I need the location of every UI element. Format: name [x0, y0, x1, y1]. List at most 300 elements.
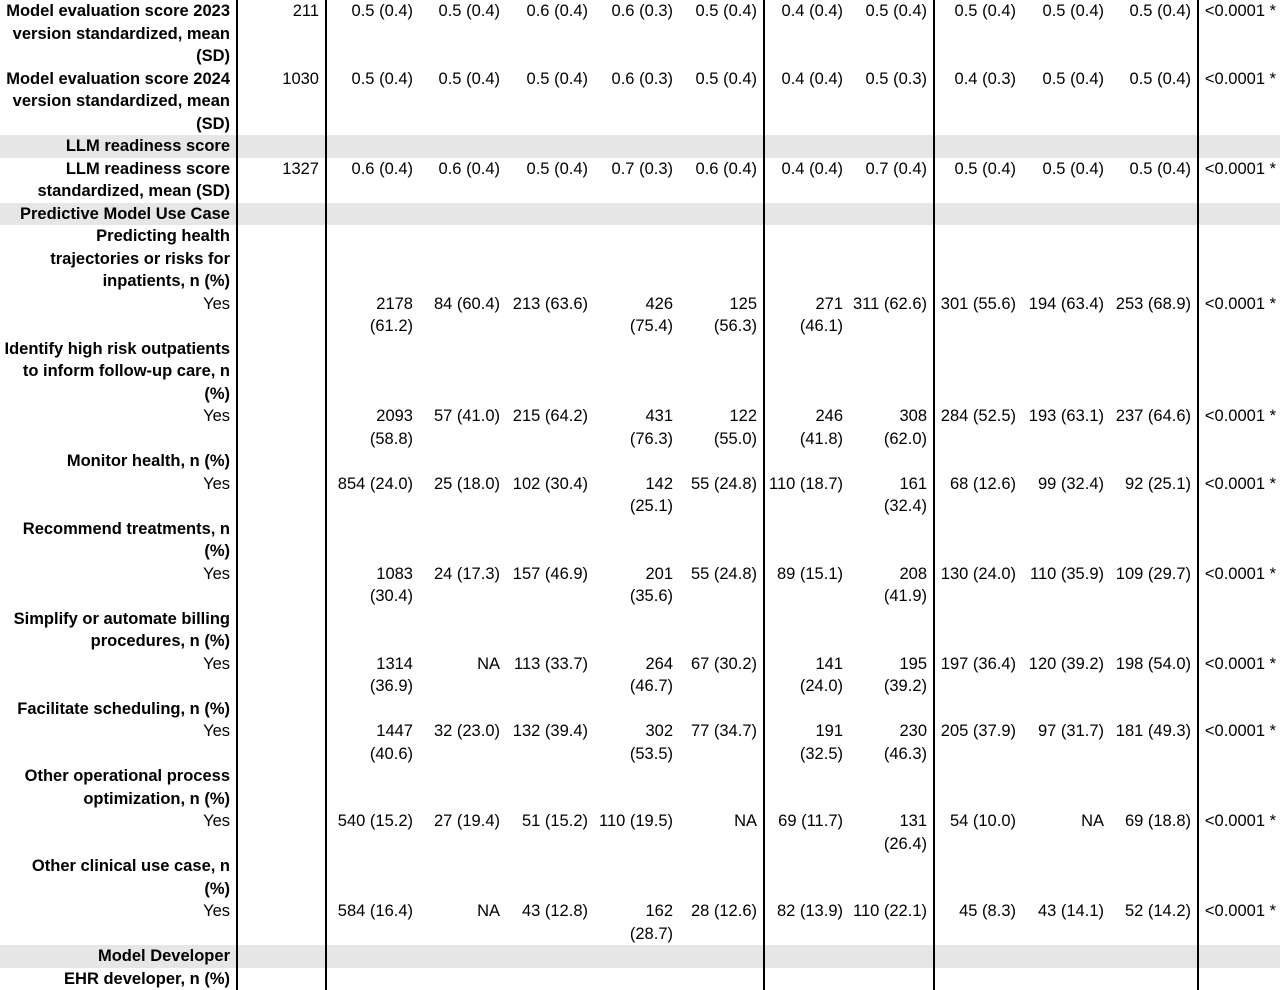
value-cell	[419, 855, 506, 900]
value-cell: 264 (46.7)	[629, 654, 673, 695]
value-cell: 24 (17.3)	[433, 564, 500, 583]
value-cell: 97 (31.7)	[1037, 722, 1104, 740]
row-label: Facilitate scheduling, n (%)	[17, 699, 230, 718]
variable-header-row	[0, 968, 1280, 990]
value-cell	[764, 945, 849, 968]
yes-row	[0, 563, 1280, 608]
value-cell: 1314 (36.9)	[326, 653, 419, 698]
value-cell: 197 (36.4)	[934, 653, 1022, 698]
row-label: Yes	[203, 407, 230, 425]
value-cell	[934, 698, 1022, 721]
yes-row	[0, 900, 1280, 945]
n-cell	[237, 720, 326, 765]
row-label: Simplify or automate billing procedures, n (%)	[13, 609, 230, 650]
value-cell: 0.7 (0.3)	[611, 159, 673, 178]
value-cell	[1022, 203, 1110, 226]
value-cell: 157 (46.9)	[512, 564, 588, 583]
n-cell	[237, 563, 326, 608]
yes-row	[0, 405, 1280, 450]
value-cell: 271 (46.1)	[764, 293, 849, 338]
value-cell	[1022, 968, 1110, 990]
value-cell: 0.5 (0.4)	[1129, 2, 1191, 20]
value-cell: 2178 (61.2)	[326, 293, 419, 338]
row-label: Identify high risk outpatients to inform follow-up care, n (%)	[4, 339, 230, 403]
row-label: Recommend treatments, n (%)	[22, 519, 230, 560]
value-cell: 32 (23.0)	[433, 722, 500, 740]
value-cell	[419, 945, 506, 968]
value-cell	[934, 203, 1022, 226]
value-cell: 99 (32.4)	[1037, 474, 1104, 493]
p-value-cell	[1198, 450, 1280, 473]
value-cell: NA	[477, 654, 500, 673]
value-cell	[419, 203, 506, 226]
p-value-cell	[1198, 765, 1280, 810]
value-cell: 45 (8.3)	[934, 900, 1022, 945]
value-cell	[506, 608, 594, 653]
p-value-cell	[1198, 855, 1280, 900]
value-cell: 43 (12.8)	[521, 902, 588, 920]
value-cell: 57 (41.0)	[433, 407, 500, 425]
n-cell	[237, 968, 326, 990]
value-cell	[1110, 608, 1198, 653]
value-cell: 54 (10.0)	[934, 810, 1022, 855]
n-cell: 1030	[237, 68, 326, 136]
value-cell: 0.7 (0.4)	[865, 159, 927, 178]
value-cell	[679, 968, 764, 990]
value-cell	[506, 203, 594, 226]
value-cell: 130 (24.0)	[934, 563, 1022, 608]
value-cell	[594, 945, 679, 968]
value-cell	[1022, 518, 1110, 563]
value-cell: 110 (19.5)	[599, 812, 673, 830]
value-cell	[506, 225, 594, 293]
n-cell	[237, 293, 326, 338]
value-cell: 0.5 (0.4)	[1129, 69, 1191, 88]
value-cell	[679, 518, 764, 563]
row-label: Other clinical use case, n (%)	[31, 857, 230, 898]
value-cell: 246 (41.8)	[764, 405, 849, 450]
value-cell	[326, 698, 419, 721]
value-cell: 0.5 (0.4)	[934, 0, 1022, 68]
row-label: LLM readiness score	[0, 135, 237, 158]
value-cell	[764, 608, 849, 653]
value-cell	[764, 338, 849, 406]
value-cell: 51 (15.2)	[521, 812, 588, 830]
p-value-cell: <0.0001 *	[1198, 720, 1280, 765]
value-cell: 55 (24.8)	[690, 474, 757, 493]
value-cell: 301 (55.6)	[934, 293, 1022, 338]
value-cell	[934, 450, 1022, 473]
p-value-cell: <0.0001 *	[1198, 563, 1280, 608]
n-cell	[237, 405, 326, 450]
n-cell	[237, 608, 326, 653]
value-cell	[419, 518, 506, 563]
row-label: Yes	[203, 902, 230, 920]
value-cell: 0.6 (0.4)	[326, 158, 419, 203]
value-cell: 0.6 (0.3)	[611, 69, 673, 88]
section-header-row	[0, 945, 1280, 968]
p-value-cell: <0.0001 *	[1198, 810, 1280, 855]
value-cell	[679, 225, 764, 293]
value-cell: 0.6 (0.4)	[695, 159, 757, 178]
value-cell	[764, 450, 849, 473]
yes-row	[0, 810, 1280, 855]
value-cell: 109 (29.7)	[1115, 564, 1191, 583]
n-cell	[237, 203, 326, 226]
value-cell	[326, 945, 419, 968]
n-cell	[237, 855, 326, 900]
value-cell	[506, 945, 594, 968]
value-cell	[506, 855, 594, 900]
value-cell: 69 (18.8)	[1124, 812, 1191, 830]
value-cell: 854 (24.0)	[326, 473, 419, 518]
value-cell	[326, 225, 419, 293]
n-cell	[237, 225, 326, 293]
value-cell: 52 (14.2)	[1124, 902, 1191, 920]
value-cell	[679, 135, 764, 158]
value-cell	[764, 518, 849, 563]
value-cell: 0.5 (0.4)	[438, 69, 500, 88]
value-cell: 142 (25.1)	[629, 474, 673, 515]
p-value-cell: <0.0001 *	[1198, 0, 1280, 68]
value-cell: 113 (33.7)	[514, 654, 588, 673]
n-cell	[237, 518, 326, 563]
value-cell: 0.5 (0.3)	[865, 69, 927, 88]
p-value-cell	[1198, 203, 1280, 226]
value-cell: 0.5 (0.4)	[695, 2, 757, 20]
value-cell	[849, 135, 934, 158]
value-cell	[326, 968, 419, 990]
value-cell	[934, 518, 1022, 563]
value-cell	[419, 225, 506, 293]
p-value-cell	[1198, 338, 1280, 406]
variable-header-row	[0, 338, 1280, 406]
value-cell	[764, 698, 849, 721]
p-value-cell: <0.0001 *	[1198, 293, 1280, 338]
value-cell: 311 (62.6)	[853, 294, 927, 313]
value-cell: 0.5 (0.4)	[865, 2, 927, 20]
value-cell: 0.5 (0.4)	[438, 2, 500, 20]
value-cell: 77 (34.7)	[690, 722, 757, 740]
value-cell	[506, 450, 594, 473]
value-cell	[934, 608, 1022, 653]
value-cell	[594, 968, 679, 990]
value-cell	[679, 450, 764, 473]
value-cell: 284 (52.5)	[934, 405, 1022, 450]
p-value-cell	[1198, 225, 1280, 293]
value-cell	[326, 450, 419, 473]
value-cell: 43 (14.1)	[1037, 902, 1104, 920]
value-cell: 191 (32.5)	[764, 720, 849, 765]
value-cell: 110 (35.9)	[1030, 564, 1104, 583]
value-cell: 89 (15.1)	[764, 563, 849, 608]
yes-row	[0, 720, 1280, 765]
value-cell: 0.5 (0.4)	[326, 0, 419, 68]
yes-row	[0, 293, 1280, 338]
p-value-cell	[1198, 968, 1280, 990]
value-cell	[849, 450, 934, 473]
value-cell: NA	[1081, 812, 1104, 830]
value-cell: 230 (46.3)	[883, 722, 927, 763]
variable-header-row	[0, 698, 1280, 721]
value-cell	[679, 765, 764, 810]
value-cell	[326, 855, 419, 900]
value-cell: 28 (12.6)	[690, 902, 757, 920]
value-cell	[1022, 608, 1110, 653]
row-label: Yes	[203, 654, 230, 673]
n-cell	[237, 450, 326, 473]
value-cell	[849, 518, 934, 563]
value-cell	[1110, 945, 1198, 968]
value-cell	[326, 338, 419, 406]
value-cell	[1110, 855, 1198, 900]
value-cell	[1110, 225, 1198, 293]
value-cell	[419, 698, 506, 721]
value-cell: 237 (64.6)	[1115, 407, 1191, 425]
value-cell: 132 (39.4)	[512, 722, 588, 740]
p-value-cell	[1198, 518, 1280, 563]
value-cell: 0.6 (0.4)	[526, 2, 588, 20]
value-cell: 2093 (58.8)	[326, 405, 419, 450]
n-cell	[237, 900, 326, 945]
value-cell	[1110, 765, 1198, 810]
value-cell	[934, 945, 1022, 968]
value-cell	[764, 203, 849, 226]
value-cell: 0.5 (0.4)	[526, 159, 588, 178]
value-cell	[679, 855, 764, 900]
value-cell: 181 (49.3)	[1115, 722, 1191, 740]
data-row	[0, 158, 1280, 203]
p-value-cell: <0.0001 *	[1198, 653, 1280, 698]
value-cell: 215 (64.2)	[512, 407, 588, 425]
data-row	[0, 68, 1280, 136]
value-cell	[679, 203, 764, 226]
value-cell: 0.5 (0.4)	[1042, 159, 1104, 178]
value-cell	[594, 698, 679, 721]
value-cell: 0.5 (0.4)	[1042, 2, 1104, 20]
value-cell	[326, 518, 419, 563]
value-cell: 67 (30.2)	[690, 654, 757, 673]
value-cell	[594, 450, 679, 473]
value-cell: 0.5 (0.4)	[326, 68, 419, 136]
row-label: Model evaluation score 2024 version standardized, mean (SD)	[6, 69, 230, 133]
value-cell	[506, 698, 594, 721]
yes-row	[0, 653, 1280, 698]
n-cell: 1327	[237, 158, 326, 203]
value-cell: 69 (11.7)	[764, 810, 849, 855]
value-cell: 253 (68.9)	[1115, 294, 1191, 313]
variable-header-row	[0, 765, 1280, 810]
value-cell: 0.4 (0.4)	[764, 158, 849, 203]
row-label: Other operational process optimization, n (%)	[24, 767, 230, 808]
value-cell: 540 (15.2)	[326, 810, 419, 855]
n-cell	[237, 945, 326, 968]
yes-row	[0, 473, 1280, 518]
value-cell: 27 (19.4)	[433, 812, 500, 830]
value-cell	[419, 135, 506, 158]
value-cell	[1110, 968, 1198, 990]
value-cell: NA	[734, 812, 757, 830]
value-cell	[419, 450, 506, 473]
value-cell: 122 (55.0)	[713, 407, 757, 448]
value-cell	[1022, 945, 1110, 968]
row-label: Yes	[203, 294, 230, 313]
value-cell	[1110, 203, 1198, 226]
value-cell: 0.4 (0.4)	[764, 68, 849, 136]
value-cell: 201 (35.6)	[629, 564, 673, 605]
value-cell	[506, 968, 594, 990]
value-cell	[1022, 135, 1110, 158]
value-cell	[849, 855, 934, 900]
row-label: LLM readiness score standardized, mean (SD)	[37, 159, 230, 200]
value-cell	[764, 968, 849, 990]
value-cell: 125 (56.3)	[713, 294, 757, 335]
value-cell: 102 (30.4)	[512, 474, 588, 493]
p-value-cell	[1198, 698, 1280, 721]
value-cell	[419, 968, 506, 990]
value-cell: 0.6 (0.4)	[438, 159, 500, 178]
row-label: Monitor health, n (%)	[66, 452, 230, 470]
value-cell: 161 (32.4)	[883, 474, 927, 515]
row-label: Predictive Model Use Case	[0, 203, 237, 226]
value-cell	[594, 855, 679, 900]
section-header-row	[0, 203, 1280, 226]
value-cell	[594, 225, 679, 293]
value-cell	[594, 765, 679, 810]
value-cell: 205 (37.9)	[934, 720, 1022, 765]
value-cell: 213 (63.6)	[512, 294, 588, 313]
value-cell: 0.5 (0.4)	[1129, 159, 1191, 178]
value-cell	[934, 968, 1022, 990]
n-cell	[237, 135, 326, 158]
value-cell	[419, 765, 506, 810]
value-cell: NA	[477, 902, 500, 920]
value-cell	[419, 608, 506, 653]
value-cell: 426 (75.4)	[629, 294, 673, 335]
value-cell	[506, 338, 594, 406]
value-cell	[326, 135, 419, 158]
value-cell	[934, 225, 1022, 293]
value-cell: 92 (25.1)	[1124, 474, 1191, 493]
value-cell: 194 (63.4)	[1028, 294, 1104, 313]
value-cell	[934, 338, 1022, 406]
data-row	[0, 0, 1280, 68]
value-cell	[849, 203, 934, 226]
value-cell	[934, 765, 1022, 810]
variable-header-row	[0, 855, 1280, 900]
value-cell: 0.5 (0.4)	[526, 69, 588, 88]
value-cell	[1022, 855, 1110, 900]
value-cell: 0.4 (0.3)	[934, 68, 1022, 136]
value-cell	[849, 608, 934, 653]
value-cell	[506, 135, 594, 158]
value-cell	[934, 855, 1022, 900]
variable-header-row	[0, 518, 1280, 563]
value-cell	[1022, 450, 1110, 473]
p-value-cell	[1198, 945, 1280, 968]
row-label: Yes	[203, 474, 230, 493]
value-cell: 0.5 (0.4)	[1042, 69, 1104, 88]
value-cell: 120 (39.2)	[1028, 654, 1104, 673]
value-cell	[419, 338, 506, 406]
value-cell: 193 (63.1)	[1028, 407, 1104, 425]
n-cell	[237, 765, 326, 810]
value-cell: 84 (60.4)	[433, 294, 500, 313]
value-cell: 198 (54.0)	[1115, 654, 1191, 673]
value-cell	[679, 945, 764, 968]
value-cell: 195 (39.2)	[883, 654, 927, 695]
value-cell	[594, 135, 679, 158]
value-cell	[1110, 450, 1198, 473]
p-value-cell	[1198, 135, 1280, 158]
value-cell	[1110, 518, 1198, 563]
value-cell: 110 (22.1)	[853, 902, 927, 920]
value-cell	[594, 608, 679, 653]
value-cell: 82 (13.9)	[764, 900, 849, 945]
row-label: Model Developer	[0, 945, 237, 968]
n-cell	[237, 698, 326, 721]
value-cell	[506, 765, 594, 810]
value-cell	[594, 338, 679, 406]
value-cell	[849, 225, 934, 293]
value-cell	[1022, 338, 1110, 406]
n-cell	[237, 473, 326, 518]
row-label: Yes	[203, 564, 230, 583]
value-cell	[1022, 225, 1110, 293]
n-cell	[237, 810, 326, 855]
row-label: Predicting health trajectories or risks for inpatients, n (%)	[50, 227, 230, 290]
value-cell	[679, 608, 764, 653]
n-cell	[237, 653, 326, 698]
value-cell	[764, 765, 849, 810]
value-cell: 162 (28.7)	[629, 902, 673, 943]
variable-header-row	[0, 608, 1280, 653]
value-cell	[326, 608, 419, 653]
value-cell	[849, 945, 934, 968]
value-cell	[764, 855, 849, 900]
variable-header-row	[0, 450, 1280, 473]
value-cell	[679, 338, 764, 406]
n-cell: 211	[237, 0, 326, 68]
value-cell	[1022, 698, 1110, 721]
row-label: Yes	[203, 722, 230, 740]
value-cell: 0.6 (0.3)	[611, 2, 673, 20]
value-cell	[506, 518, 594, 563]
value-cell	[1110, 135, 1198, 158]
p-value-cell: <0.0001 *	[1198, 68, 1280, 136]
value-cell: 302 (53.5)	[629, 722, 673, 763]
row-label: EHR developer, n (%)	[64, 969, 230, 988]
value-cell: 110 (18.7)	[764, 473, 849, 518]
value-cell	[594, 203, 679, 226]
row-label: Yes	[203, 812, 230, 830]
value-cell	[679, 698, 764, 721]
p-value-cell	[1198, 608, 1280, 653]
value-cell	[1110, 698, 1198, 721]
value-cell: 131 (26.4)	[883, 812, 927, 853]
value-cell: 0.4 (0.4)	[764, 0, 849, 68]
value-cell: 431 (76.3)	[629, 407, 673, 448]
value-cell	[849, 698, 934, 721]
p-value-cell: <0.0001 *	[1198, 405, 1280, 450]
value-cell	[934, 135, 1022, 158]
p-value-cell: <0.0001 *	[1198, 158, 1280, 203]
value-cell	[1110, 338, 1198, 406]
p-value-cell: <0.0001 *	[1198, 900, 1280, 945]
value-cell	[326, 765, 419, 810]
value-cell	[849, 968, 934, 990]
value-cell: 1447 (40.6)	[326, 720, 419, 765]
